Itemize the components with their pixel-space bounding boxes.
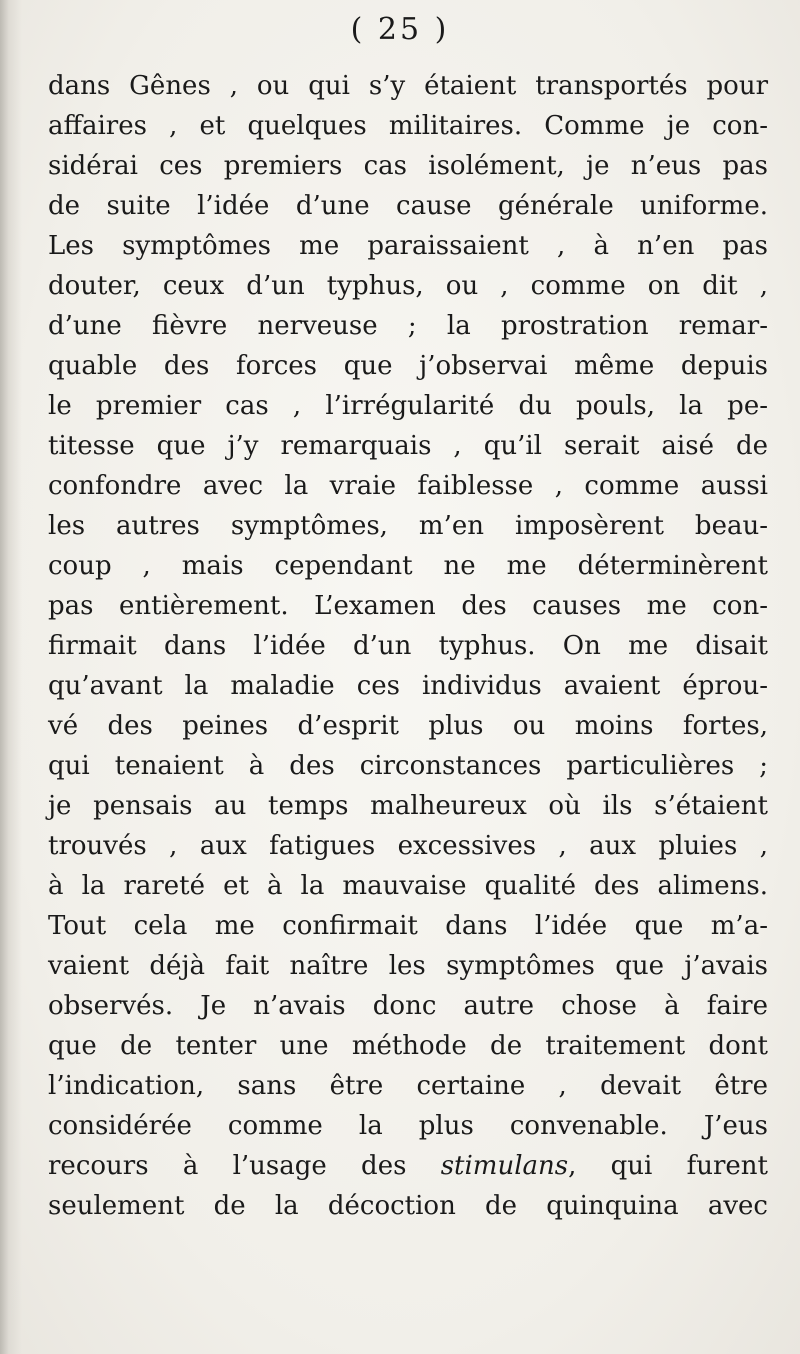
- text-line: observés. Je n’avais donc autre chose à faire: [48, 991, 768, 1021]
- text-line: pas entièrement. L’examen des causes me con-: [48, 591, 768, 621]
- text-line: qu’avant la maladie ces individus avaient éprou-: [48, 671, 768, 701]
- text-line: les autres symptômes, m’en imposèrent beau-: [48, 511, 768, 541]
- text-segment: , qui furent: [568, 1151, 769, 1181]
- text-line: quable des forces que j’observai même depuis: [48, 351, 768, 381]
- text-line: titesse que j’y remarquais , qu’il serait aisé de: [48, 431, 768, 461]
- text-segment: recours à l’usage des: [48, 1151, 441, 1181]
- body-text: [48, 66, 768, 1226]
- text-line: l’indication, sans être certaine , devait être: [48, 1071, 768, 1101]
- text-line: firmait dans l’idée d’un typhus. On me disait: [48, 631, 768, 661]
- text-line-with-italic: [48, 1146, 768, 1186]
- text-line: douter, ceux d’un typhus, ou , comme on dit ,: [48, 271, 768, 301]
- text-line: qui tenaient à des circonstances particulières ;: [48, 751, 768, 781]
- page-number-header: ( 25 ): [350, 12, 450, 47]
- text-line: vé des peines d’esprit plus ou moins fortes,: [48, 711, 768, 741]
- text-line: que de tenter une méthode de traitement dont: [48, 1031, 768, 1061]
- italic-term: stimulans: [440, 1151, 569, 1181]
- text-line: affaires , et quelques militaires. Comme je con-: [48, 111, 768, 141]
- text-line: de suite l’idée d’une cause générale uniforme.: [48, 191, 768, 221]
- text-line: je pensais au temps malheureux où ils s’étaient: [48, 791, 768, 821]
- text-line: confondre avec la vraie faiblesse , comme aussi: [48, 471, 768, 501]
- text-line: sidérai ces premiers cas isolément, je n’eus pas: [48, 151, 768, 181]
- text-line: vaient déjà fait naître les symptômes que j’avais: [48, 951, 768, 981]
- binding-gutter-shadow: [0, 0, 22, 1354]
- text-line: seulement de la décoction de quinquina avec: [48, 1191, 768, 1221]
- text-line: trouvés , aux fatigues excessives , aux pluies ,: [48, 831, 768, 861]
- text-line: coup , mais cependant ne me déterminèrent: [48, 551, 768, 581]
- text-line: le premier cas , l’irrégularité du pouls, la pe-: [48, 391, 768, 421]
- text-line: considérée comme la plus convenable. J’eus: [48, 1111, 768, 1141]
- text-line: dans Gênes , ou qui s’y étaient transportés pour: [48, 71, 768, 101]
- text-line: d’une fièvre nerveuse ; la prostration remar-: [48, 311, 768, 341]
- text-line: Tout cela me confirmait dans l’idée que m’a-: [48, 911, 768, 941]
- text-line: à la rareté et à la mauvaise qualité des alimens.: [48, 871, 768, 901]
- text-line: Les symptômes me paraissaient , à n’en pas: [48, 231, 768, 261]
